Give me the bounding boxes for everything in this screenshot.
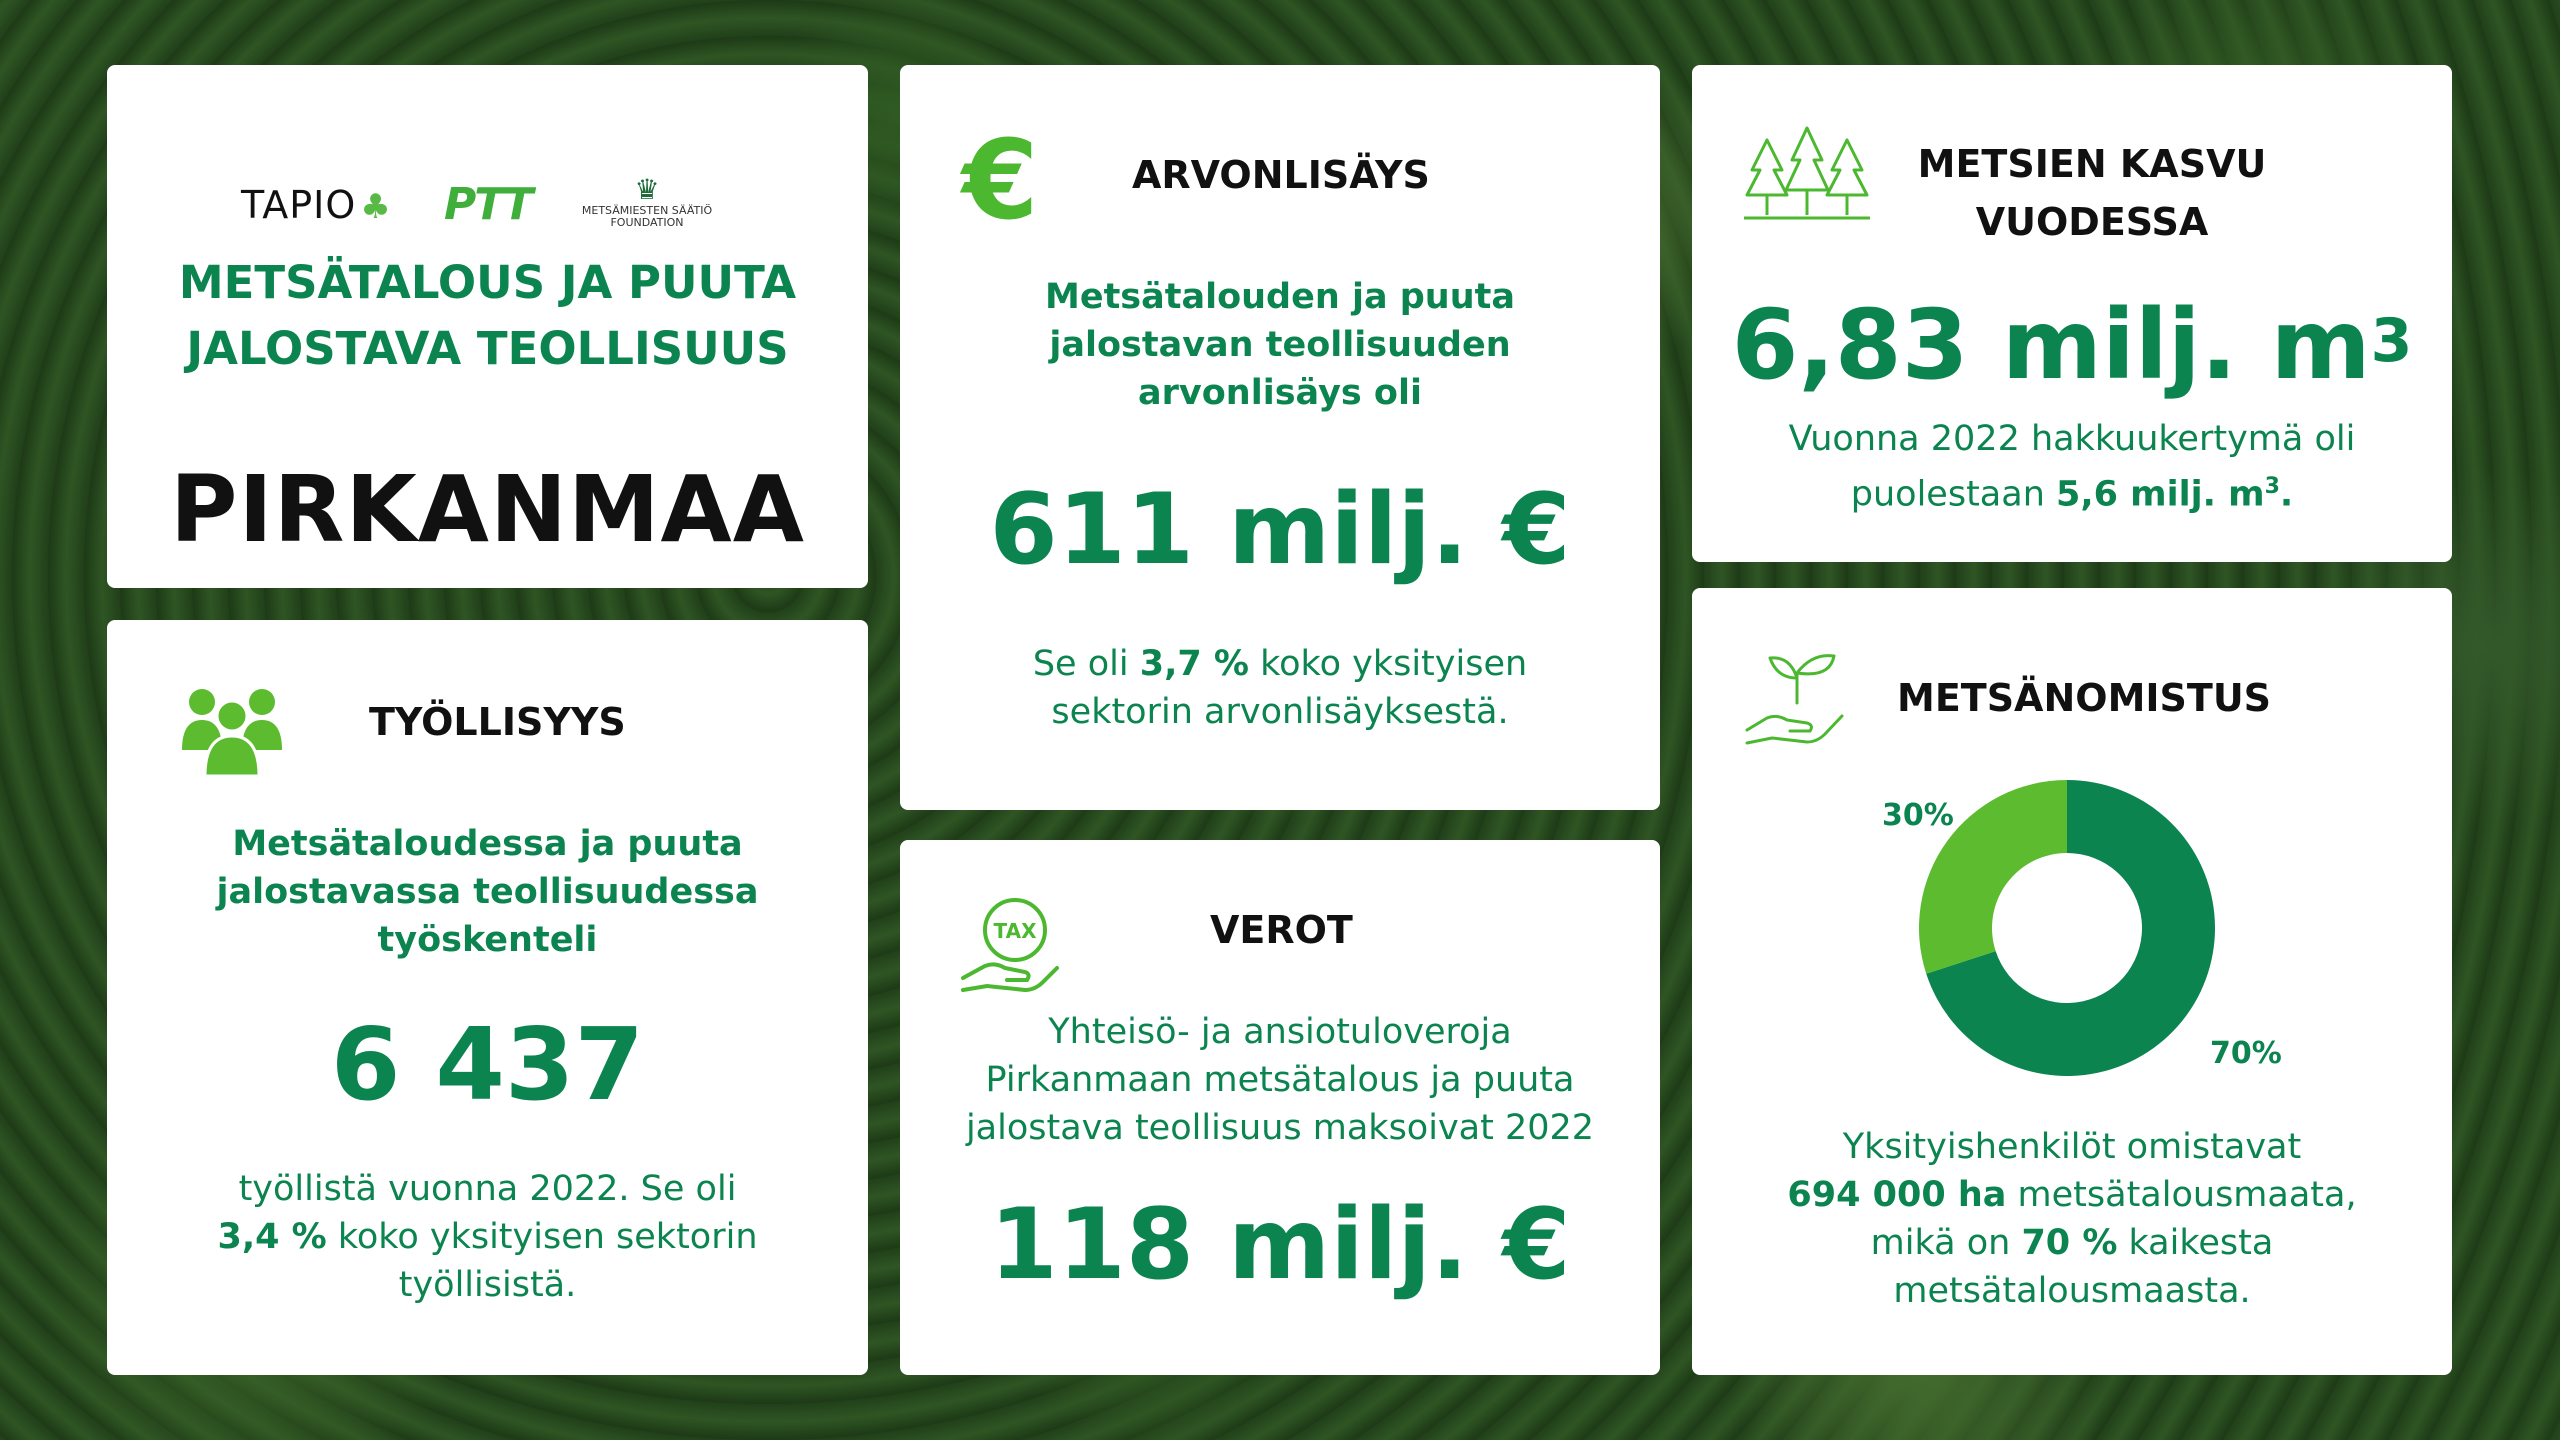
forest-ownership-note: Yksityishenkilöt omistavat 694 000 ha metsätalousmaata, mikä on 70 % kaikesta metsätalousmaasta. (1787, 1127, 2357, 1311)
value-added-intro: Metsätalouden ja puuta jalostavan teollisuuden arvonlisäys oli (1045, 277, 1515, 413)
title-card (107, 65, 868, 588)
crown-icon: ♛ (634, 173, 660, 206)
tax-hand-icon (955, 890, 1065, 1000)
employment-value: 6 437 (330, 1006, 645, 1123)
value-added-card (900, 65, 1660, 810)
employment-intro: Metsätaloudessa ja puuta jalostavassa teollisuudessa työskenteli (216, 824, 759, 960)
tree-icon: ♣ (360, 187, 392, 227)
taxes-intro: Yhteisö- ja ansiotuloveroja Pirkanmaan metsätalous ja puuta jalostava teollisuus maksoivat 2022 (965, 1012, 1595, 1148)
region-title: PIRKANMAA (170, 456, 805, 563)
donut-label-70: 70% (2210, 1036, 2282, 1071)
employment-heading: TYÖLLISYYS (369, 700, 626, 744)
trees-icon (1742, 120, 1872, 230)
donut-label-30: 30% (1882, 798, 1954, 833)
forest-ownership-card (1692, 588, 2452, 1375)
forest-growth-card (1692, 65, 2452, 562)
foundation-logo: ♛ METSÄMIESTEN SÄÄTIÖ FOUNDATION (577, 175, 717, 229)
value-added-note: Se oli 3,7 % koko yksityisen sektorin arvonlisäyksestä. (1032, 644, 1528, 732)
people-icon (177, 680, 287, 780)
forest-growth-heading: METSIEN KASVU VUODESSA (1917, 142, 2267, 244)
taxes-heading: VEROT (1210, 908, 1353, 952)
tapio-logo: TAPIO ♣ (241, 183, 392, 227)
employment-note: työllistä vuonna 2022. Se oli 3,4 % koko yksityisen sektorin työllisistä. (217, 1169, 758, 1305)
value-added-value: 611 milj. € (989, 473, 1571, 587)
value-added-heading: ARVONLISÄYS (1132, 153, 1430, 197)
taxes-value: 118 milj. € (989, 1188, 1571, 1302)
report-subtitle: METSÄTALOUS JA PUUTA JALOSTAVA TEOLLISUUS (178, 256, 797, 375)
plant-hand-icon (1742, 648, 1852, 748)
logo-row (107, 175, 868, 235)
ownership-donut-chart (1917, 778, 2217, 1078)
forest-ownership-heading: METSÄNOMISTUS (1897, 676, 2272, 720)
forest-growth-note: Vuonna 2022 hakkuukertymä oli puolestaan 5,6 milj. $m^3$. (1788, 419, 2356, 515)
employment-card (107, 620, 868, 1375)
tax-icon-label: TAX (993, 919, 1037, 943)
forest-growth-value: 6,83 milj. $m^3$ (1731, 289, 2413, 401)
euro-icon: € (962, 116, 1039, 244)
ptt-logo: PTT (444, 179, 532, 230)
taxes-card (900, 840, 1660, 1375)
